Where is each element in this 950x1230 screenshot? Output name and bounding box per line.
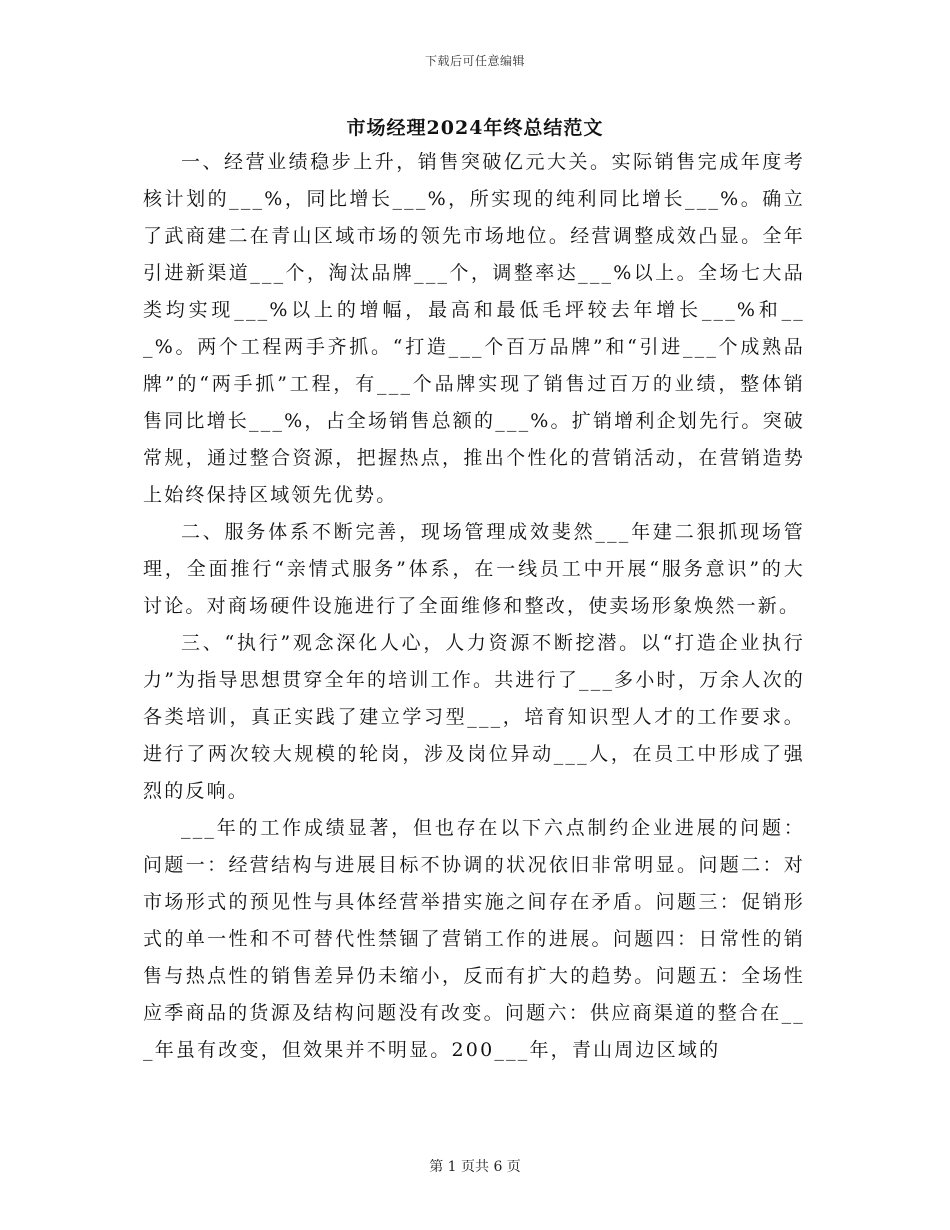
paragraph-2: 二、服务体系不断完善，现场管理成效斐然___年建二狠抓现场管理，全面推行“亲情式服务”体系，在一线员工中开展“服务意识”的大讨论。对商场硬件设施进行了全面维修和整改，使卖场形象焕然一新。 xyxy=(143,521,805,617)
paragraph-4: ___年的工作成绩显著，但也存在以下六点制约企业进展的问题：问题一：经营结构与进展目标不协调的状况依旧非常明显。问题二：对市场形式的预见性与具体经营举措实施之间存在矛盾。问题三：促销形式的单一性和不可替代性禁锢了营销工作的进展。问题四：日常性的销售与热点性的销售差异仍未缩小，反而有扩大的趋势。问题五：全场性应季商品的货源及结构问题没有改变。问题六：供应商渠道的整合在___年虽有改变，但效果并不明显。200___年，青山周边区域的 xyxy=(143,817,805,1061)
paragraph-3: 三、“执行”观念深化人心，人力资源不断挖潜。以“打造企业执行力”为指导思想贯穿全年的培训工作。共进行了___多小时，万余人次的各类培训，真正实践了建立学习型___，培育知识型人才的工作要求。进行了两次较大规模的轮岗，涉及岗位异动___人，在员工中形成了强烈的反响。 xyxy=(143,632,805,802)
paragraph-1: 一、经营业绩稳步上升，销售突破亿元大关。实际销售完成年度考核计划的___%，同比增长___%，所实现的纯利同比增长___%。确立了武商建二在青山区域市场的领先市场地位。经营调整成效凸显。全年引进新渠道___个，淘汰品牌___个，调整率达___%以上。全场七大品类均实现___%以上的增幅，最高和最低毛坪较去年增长___%和___%。两个工程两手齐抓。“打造___个百万品牌”和“引进___个成熟品牌”的“两手抓”工程，有___个品牌实现了销售过百万的业绩，整体销售同比增长___%，占全场销售总额的___%。扩销增利企划先行。突破常规，通过整合资源，把握热点，推出个性化的营销活动，在营销造势上始终保持区域领先优势。 xyxy=(143,151,805,506)
header-note: 下载后可任意编辑 xyxy=(424,54,525,68)
page-number: 第 1 页共 6 页 xyxy=(429,1159,521,1175)
document-body xyxy=(143,144,805,1069)
document-title: 市场经理2024年终总结范文 xyxy=(346,117,604,139)
